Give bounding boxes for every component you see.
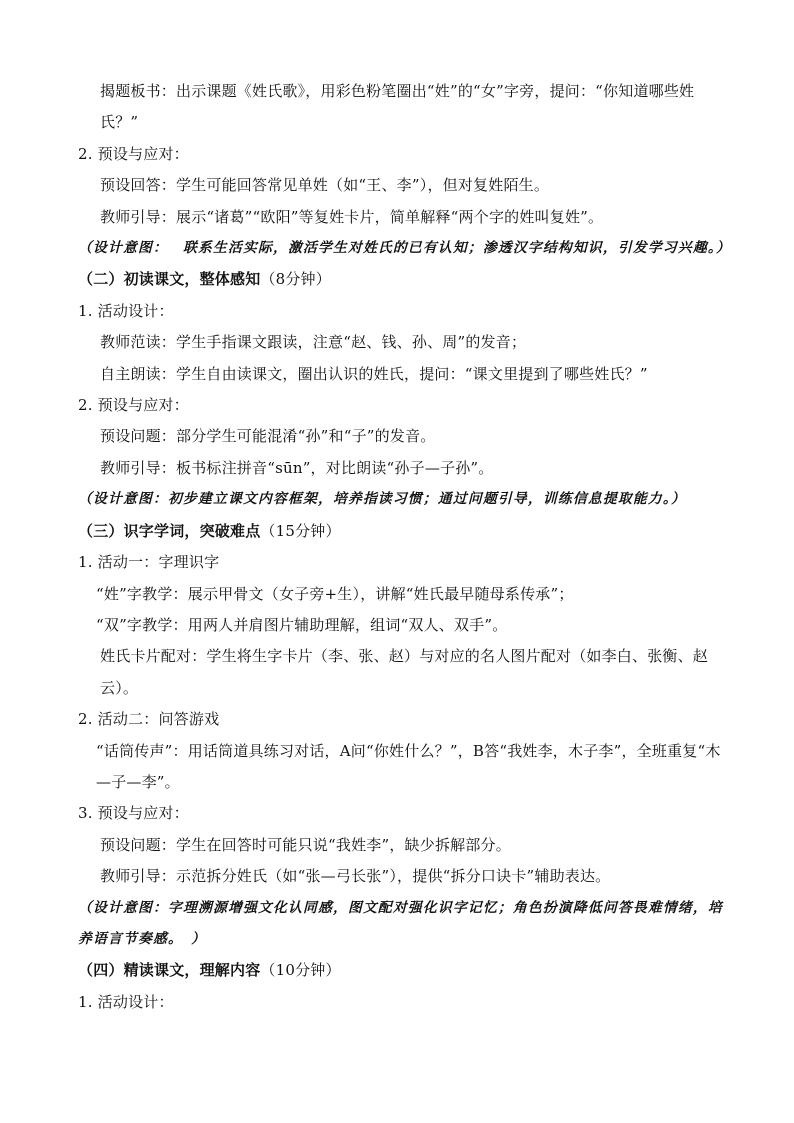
- microphone-game: “话筒传声”：用话筒道具练习对话，A问“你姓什么？”，B答“我姓李，木子李”，全班重复“木—子—李”。: [96, 741, 721, 791]
- list-item-1: 1. 活动设计：: [78, 992, 174, 1011]
- design-intent: （设计意图： 联系生活实际，激活学生对姓氏的已有认知；渗透汉字结构知识，引发学习兴趣。）: [78, 240, 731, 257]
- surname-card-matching: 姓氏卡片配对：学生将生字卡片（李、张、赵）与对应的名人图片配对（如李白、张衡、赵云）。: [100, 647, 709, 697]
- section-heading-4: （四）精读课文，理解内容（10分钟）: [78, 961, 341, 980]
- design-intent: （设计意图：字理溯源增强文化认同感，图文配对强化识字记忆；角色扮演降低问答畏难情绪，培养语言节奏感。 ）: [78, 899, 723, 947]
- list-item-2: 2. 预设与应对：: [78, 144, 189, 163]
- list-item-2: 2. 活动二：问答游戏: [78, 710, 220, 729]
- list-item-3: 3. 预设与应对：: [78, 804, 189, 823]
- document-page: [78, 76, 731, 1018]
- teacher-guidance: 教师引导：示范拆分姓氏（如“张—弓长张”），提供“拆分口诀卡”辅助表达。: [100, 867, 611, 886]
- list-item-2: 2. 预设与应对：: [78, 396, 189, 415]
- character-shuang-teaching: “双”字教学：用两人并肩图片辅助理解，组词“双人、双手”。: [96, 615, 508, 634]
- paragraph-reveal-title: 揭题板书：出示课题《姓氏歌》，用彩色粉笔圈出“姓”的“女”字旁，提问：“你知道哪些姓氏？”: [100, 82, 695, 132]
- preset-answer: 预设回答：学生可能回答常见单姓（如“王、李”），但对复姓陌生。: [100, 176, 550, 195]
- teacher-guidance: 教师引导：板书标注拼音“sūn”，对比朗读“孙子—子孙”。: [100, 458, 494, 477]
- self-reading: 自主朗读：学生自由读课文，圈出认识的姓氏，提问：“课文里提到了哪些姓氏？”: [100, 364, 648, 383]
- section-heading-2: （二）初读课文，整体感知（8分钟）: [78, 270, 331, 289]
- preset-question: 预设问题：部分学生可能混淆“孙”和“子”的发音。: [100, 427, 436, 446]
- character-xing-teaching: “姓”字教学：展示甲骨文（女子旁+生），讲解“姓氏最早随母系传承”；: [96, 584, 574, 603]
- preset-question: 预设问题：学生在回答时可能只说“我姓李”，缺少拆解部分。: [100, 835, 511, 854]
- list-item-1: 1. 活动设计：: [78, 301, 174, 320]
- teacher-model-reading: 教师范读：学生手指课文跟读，注意“赵、钱、孙、周”的发音；: [100, 333, 527, 352]
- design-intent: （设计意图：初步建立课文内容框架，培养指读习惯；通过问题引导，训练信息提取能力。）: [78, 491, 686, 508]
- section-heading-3: （三）识字学词，突破难点（15分钟）: [78, 521, 341, 540]
- list-item-1: 1. 活动一：字理识字: [78, 553, 220, 572]
- teacher-guidance: 教师引导：展示“诸葛”“欧阳”等复姓卡片，简单解释“两个字的姓叫复姓”。: [100, 207, 604, 226]
